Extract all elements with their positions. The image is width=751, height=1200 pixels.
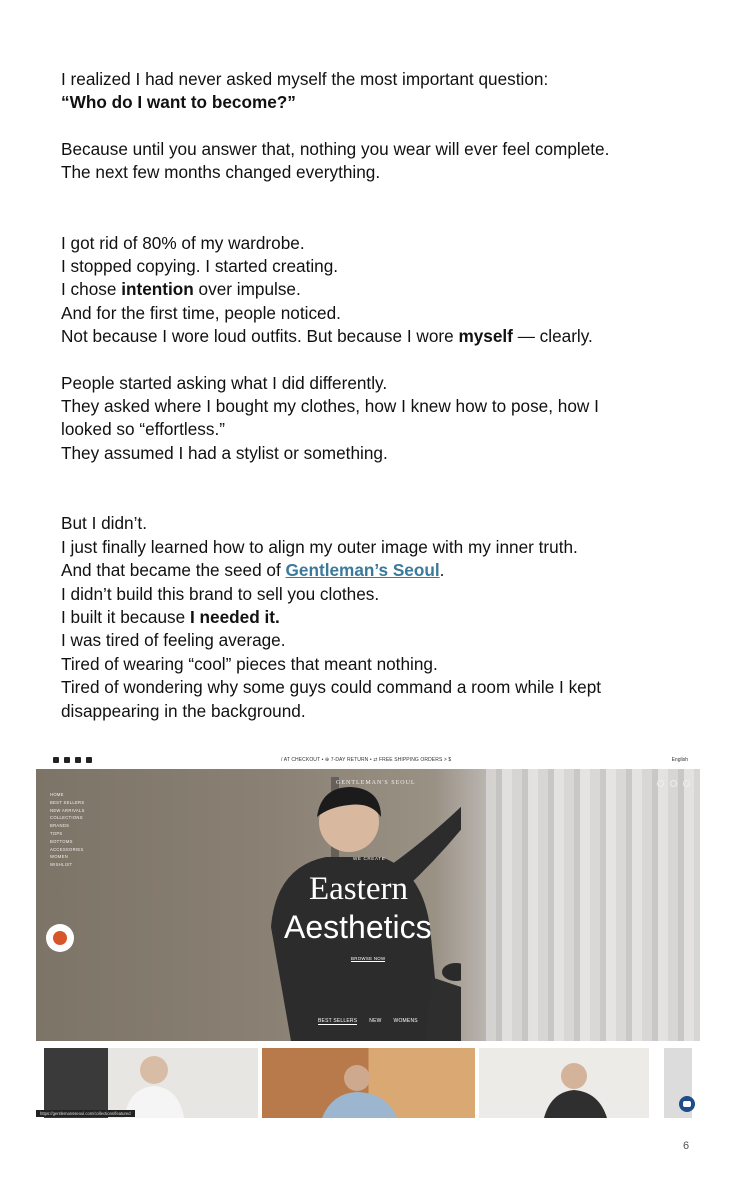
nav-item-tops[interactable]: TOPS: [50, 830, 63, 836]
text-line: They asked where I bought my clothes, how I knew how to pose, how I: [61, 396, 599, 417]
text-line: I chose intention over impulse.: [61, 279, 301, 300]
website-screenshot: [36, 752, 700, 1118]
pinterest-icon[interactable]: [64, 757, 70, 763]
rewards-button[interactable]: [46, 924, 74, 952]
tab-best-sellers[interactable]: BEST SELLERS: [318, 1018, 358, 1024]
text-line: Tired of wearing “cool” pieces that meant nothing.: [61, 653, 438, 674]
text-line: I was tired of feeling average.: [61, 630, 286, 651]
text-line: And that became the seed of Gentleman’s Seoul.: [61, 560, 445, 581]
text-line: They assumed I had a stylist or something.: [61, 442, 388, 463]
tab-womens[interactable]: WOMENS: [393, 1018, 418, 1024]
chat-icon[interactable]: [679, 1096, 695, 1112]
tab-new[interactable]: NEW: [369, 1018, 382, 1024]
text-line: The next few months changed everything.: [61, 162, 381, 183]
model-photo: [262, 1048, 475, 1118]
page-number: 6: [683, 1140, 690, 1152]
gentlemans-seoul-link[interactable]: Gentleman’s Seoul: [285, 560, 440, 581]
nav-item-brands[interactable]: BRANDS: [50, 823, 70, 829]
browse-now-button[interactable]: BROWSE NOW: [351, 956, 386, 961]
hero-title-line-2: Aesthetics: [284, 909, 432, 945]
product-thumbnail[interactable]: [479, 1048, 649, 1118]
product-thumbnail[interactable]: [44, 1048, 258, 1118]
gift-icon: [53, 931, 67, 945]
nav-item-wishlist[interactable]: WISHLIST: [50, 862, 73, 868]
youtube-icon[interactable]: [86, 757, 92, 763]
text-line: Tired of wondering why some guys could command a room while I kept: [61, 677, 602, 698]
product-thumbnail[interactable]: [262, 1048, 475, 1118]
collection-tabs: [318, 1018, 418, 1025]
text-line: looked so “effortless.”: [61, 419, 225, 440]
text-line: Because until you answer that, nothing you wear will ever feel complete.: [61, 138, 610, 159]
text-line: Not because I wore loud outfits. But because I wore myself — clearly.: [61, 326, 593, 347]
language-selector[interactable]: English: [671, 757, 688, 763]
body-text: [61, 68, 701, 723]
cart-icon[interactable]: [683, 780, 690, 787]
account-icon[interactable]: [657, 780, 664, 787]
text-line: disappearing in the background.: [61, 700, 306, 721]
nav-item-accessories[interactable]: ACCESSORIES: [50, 846, 84, 852]
product-thumbnails: [36, 1048, 700, 1118]
header-icons: [657, 780, 690, 787]
side-nav: [50, 791, 85, 869]
promo-text: / AT CHECKOUT • ⊕ 7-DAY RETURN • ⇄ FREE SHIPPING ORDERS > $: [281, 757, 452, 763]
text-line: And for the first time, people noticed.: [61, 302, 341, 323]
hero-kicker: WE CREATE: [353, 856, 386, 861]
text-line: I got rid of 80% of my wardrobe.: [61, 232, 305, 253]
text-line: I stopped copying. I started creating.: [61, 256, 339, 277]
search-icon[interactable]: [670, 780, 677, 787]
hero-banner: [36, 769, 700, 1041]
model-photo: [44, 1048, 258, 1118]
tiktok-icon[interactable]: [75, 757, 81, 763]
model-photo: [479, 1048, 649, 1118]
nav-item-women[interactable]: WOMEN: [50, 854, 69, 860]
text-line: I realized I had never asked myself the most important question:: [61, 69, 549, 89]
status-url: https://gentlemansseoul.com/collections/featured: [36, 1110, 135, 1117]
text-line: But I didn’t.: [61, 513, 147, 534]
text-line: I didn’t build this brand to sell you clothes.: [61, 583, 380, 604]
announcement-bar: [36, 752, 700, 769]
text-line: People started asking what I did differently.: [61, 372, 388, 393]
curtain-backdrop: [486, 769, 700, 1041]
social-icons: [53, 757, 92, 763]
site-logo[interactable]: GENTLEMAN'S SEOUL: [336, 780, 416, 786]
nav-item-bottoms[interactable]: BOTTOMS: [50, 838, 73, 844]
question-line: “Who do I want to become?”: [61, 92, 296, 113]
nav-item-new-arrivals[interactable]: NEW ARRIVALS: [50, 807, 85, 813]
nav-item-home[interactable]: HOME: [50, 792, 64, 797]
nav-item-best-sellers[interactable]: BEST SELLERS: [50, 799, 85, 805]
text-line: I just finally learned how to align my outer image with my inner truth.: [61, 536, 578, 557]
text-line: I built it because I needed it.: [61, 606, 280, 627]
hero-title-line-1: Eastern: [309, 871, 408, 907]
instagram-icon[interactable]: [53, 757, 59, 763]
nav-item-collections[interactable]: COLLECTIONS: [50, 815, 83, 821]
